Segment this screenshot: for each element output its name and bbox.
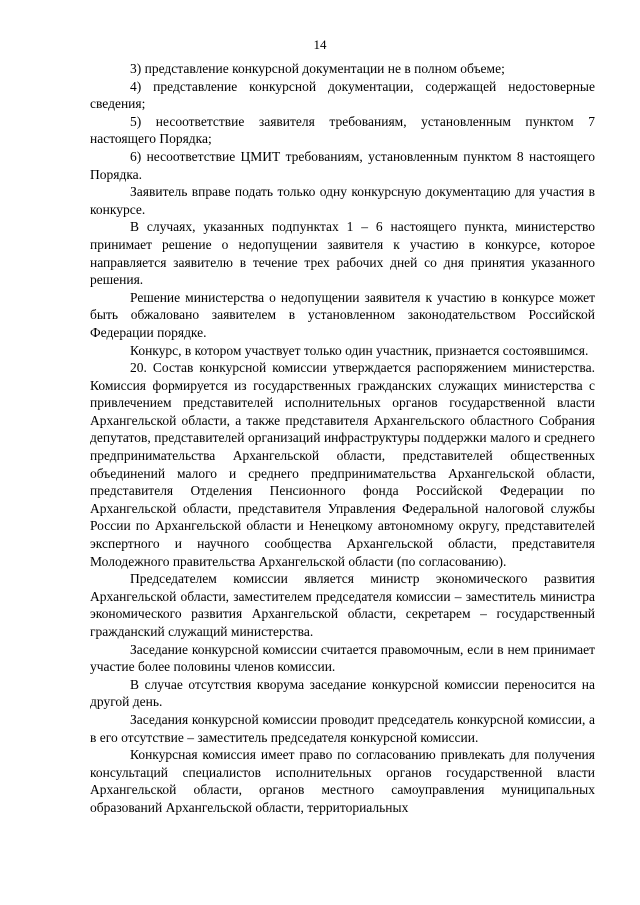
paragraph-commission-composition: 20. Состав конкурсной комиссии утверждается распоряжением министерства. Комиссия формируется из государственных гражданских служащих министерства с привлечением представителей исполнительных органов государственной власти Архангельской области, а также представителя Архангельского областного Собрания депутатов, представителей организаций инфраструктуры поддержки малого и среднего предпринимательства Архангельской области, представителей общественных объединений малого и среднего предпринимательства Архангельской области, представителя Отделения Пенсионного фонда Российской Федерации по Архангельской области, представителя Управления Федеральной налоговой службы России по Архангельской области и Ненецкому автономному округу, представителей экспертного и научного сообщества Архангельской области, представителя Молодежного правительства Архангельской области (по согласованию). xyxy=(90,360,595,569)
paragraph-item-3: 3) представление конкурсной документации не в полном объеме; xyxy=(130,61,505,76)
paragraph-no-quorum: В случае отсутствия кворума заседание конкурсной комиссии переносится на другой день. xyxy=(90,676,595,710)
page-number: 14 xyxy=(313,37,327,52)
paragraph-item-5: 5) несоответствие заявителя требованиям, установленным пунктом 7 настоящего Порядка; xyxy=(90,113,595,147)
paragraph-item-4: 4) представление конкурсной документации, содержащей недостоверные сведения; xyxy=(90,78,595,112)
paragraph-meeting-chair: Заседания конкурсной комиссии проводит председатель конкурсной комиссии, а в его отсутствие – заместитель председателя конкурсной комиссии. xyxy=(90,711,595,745)
paragraph-consultations: Конкурсная комиссия имеет право по согласованию привлекать для получения консультаций специалистов исполнительных органов государственной власти Архангельской области, органов местного самоуправления муниципальных образований Архангельской области, территориальных xyxy=(90,747,595,815)
paragraph-single-participant: Конкурс, в котором участвует только один участник, признается состоявшимся. xyxy=(130,342,589,358)
paragraph-appeal: Решение министерства о недопущении заявителя к участию в конкурсе может быть обжаловано заявителем в установленном законодательством Российской Федерации порядке. xyxy=(90,289,595,340)
paragraph-single-application: Заявитель вправе подать только одну конкурсную документацию для участия в конкурсе. xyxy=(90,184,595,217)
paragraph-non-admission-decision: В случаях, указанных подпунктах 1 – 6 настоящего пункта, министерство принимает решение о недопущении заявителя к участию в конкурсе, которое направляется заявителю в течение трех рабочих дней со дня принятия указанного решения. xyxy=(90,219,595,288)
document-body xyxy=(90,60,595,817)
paragraph-quorum: Заседание конкурсной комиссии считается правомочным, если в нем принимает участие более половины членов комиссии. xyxy=(90,641,595,675)
paragraph-item-6: 6) несоответствие ЦМИТ требованиям, установленным пунктом 8 настоящего Порядка. xyxy=(90,148,595,182)
paragraph-commission-chair: Председателем комиссии является министр экономического развития Архангельской области, заместителем председателя комиссии – заместитель министра экономического развития Архангельской области, секретарем – государственный гражданский служащий министерства. xyxy=(90,571,595,639)
